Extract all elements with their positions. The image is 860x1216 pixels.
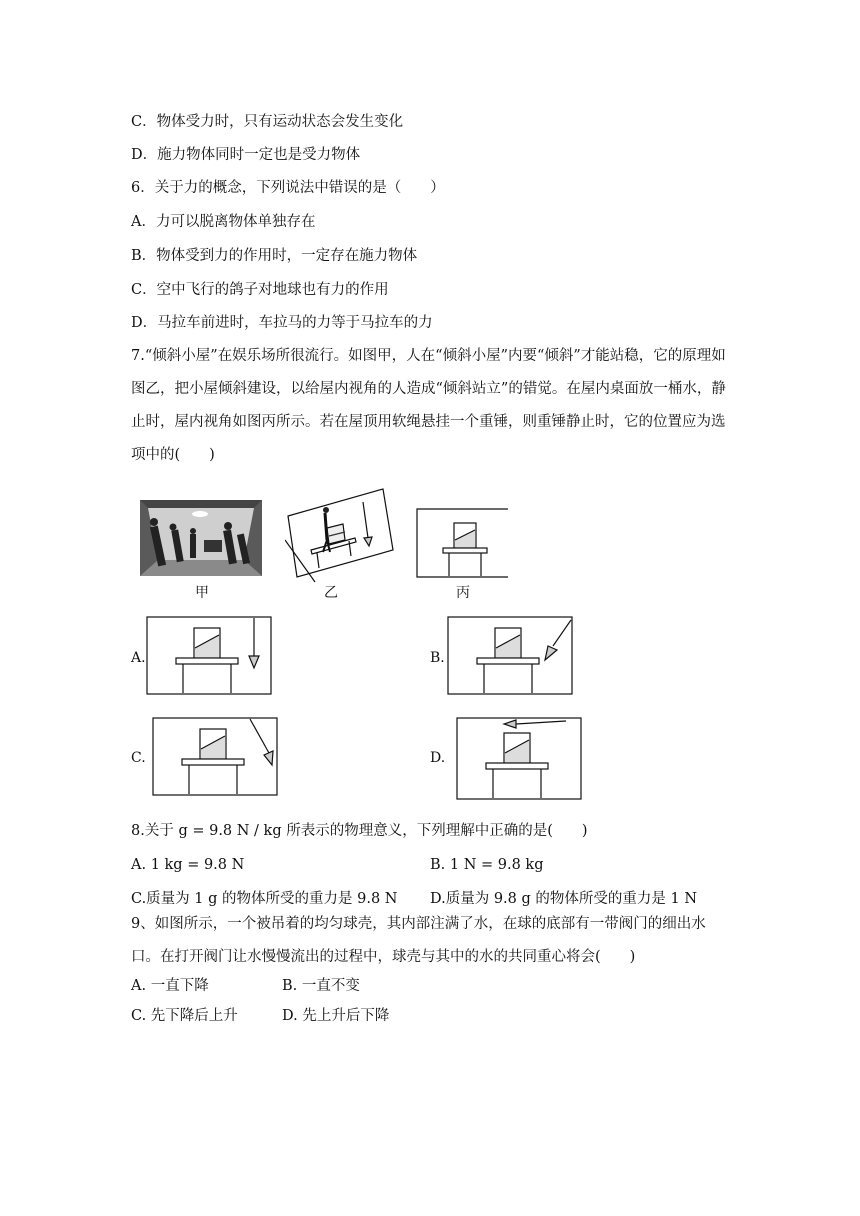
option-7a-figure bbox=[146, 616, 272, 695]
question-7: 7.“倾斜小屋”在娱乐场所很流行。如图甲，人在“倾斜小屋”内要“倾斜”才能站稳，它的原理如图乙，把小屋倾斜建设，以给屋内视角的人造成“倾斜站立”的错觉。在屋内桌面放一桶水，静止时，屋内视角如图丙所示。若在屋顶用软绳悬挂一个重锤，则重锤静止时，它的位置应为选项中的( ) bbox=[131, 348, 726, 463]
option-5d: D．施力物体同时一定也是受力物体 bbox=[131, 147, 361, 163]
option-6b: B．物体受到力的作用时，一定存在施力物体 bbox=[131, 248, 418, 264]
option-6c: C．空中飞行的鸽子对地球也有力的作用 bbox=[131, 282, 389, 298]
option-7a-label: A. bbox=[131, 650, 146, 666]
option-9a: A. 一直下降 bbox=[131, 978, 209, 994]
caption-yi: 乙 bbox=[324, 585, 338, 601]
caption-jia: 甲 bbox=[195, 585, 209, 601]
figure-yi-tilted-house bbox=[285, 488, 395, 583]
option-7d-label: D. bbox=[430, 750, 446, 766]
option-8d: D.质量为 9.8 g 的物体所受的重力是 1 N bbox=[430, 891, 698, 907]
option-7c-figure bbox=[152, 717, 278, 796]
option-6a: A．力可以脱离物体单独存在 bbox=[131, 214, 316, 230]
option-6d: D．马拉车前进时，车拉马的力等于马拉车的力 bbox=[131, 315, 433, 331]
figure-bing-inside-view bbox=[416, 508, 512, 578]
option-7b-figure bbox=[447, 616, 573, 695]
question-6: 6．关于力的概念，下列说法中错误的是（ ） bbox=[131, 180, 445, 196]
question-9: 9、如图所示，一个被吊着的均匀球壳，其内部注满了水，在球的底部有一带阀门的细出水口。在打开阀门让水慢慢流出的过程中，球壳与其中的水的共同重心将会( ) bbox=[131, 916, 706, 965]
option-9c: C. 先下降后上升 bbox=[131, 1008, 238, 1024]
option-9b: B. 一直不变 bbox=[282, 978, 360, 994]
option-7b-label: B. bbox=[430, 650, 445, 666]
option-5c: C．物体受力时，只有运动状态会发生变化 bbox=[131, 114, 404, 130]
option-8a: A. 1 kg = 9.8 N bbox=[131, 857, 245, 873]
question-8: 8.关于 g = 9.8 N / kg 所表示的物理意义，下列理解中正确的是( ) bbox=[131, 823, 588, 839]
option-7c-label: C. bbox=[131, 750, 146, 766]
option-9d: D. 先上升后下降 bbox=[282, 1008, 390, 1024]
option-7d-figure bbox=[456, 717, 582, 800]
caption-bing: 丙 bbox=[456, 585, 470, 601]
option-8b: B. 1 N = 9.8 kg bbox=[430, 857, 544, 873]
option-8c: C.质量为 1 g 的物体所受的重力是 9.8 N bbox=[131, 891, 398, 907]
figure-jia-photo bbox=[140, 500, 262, 576]
